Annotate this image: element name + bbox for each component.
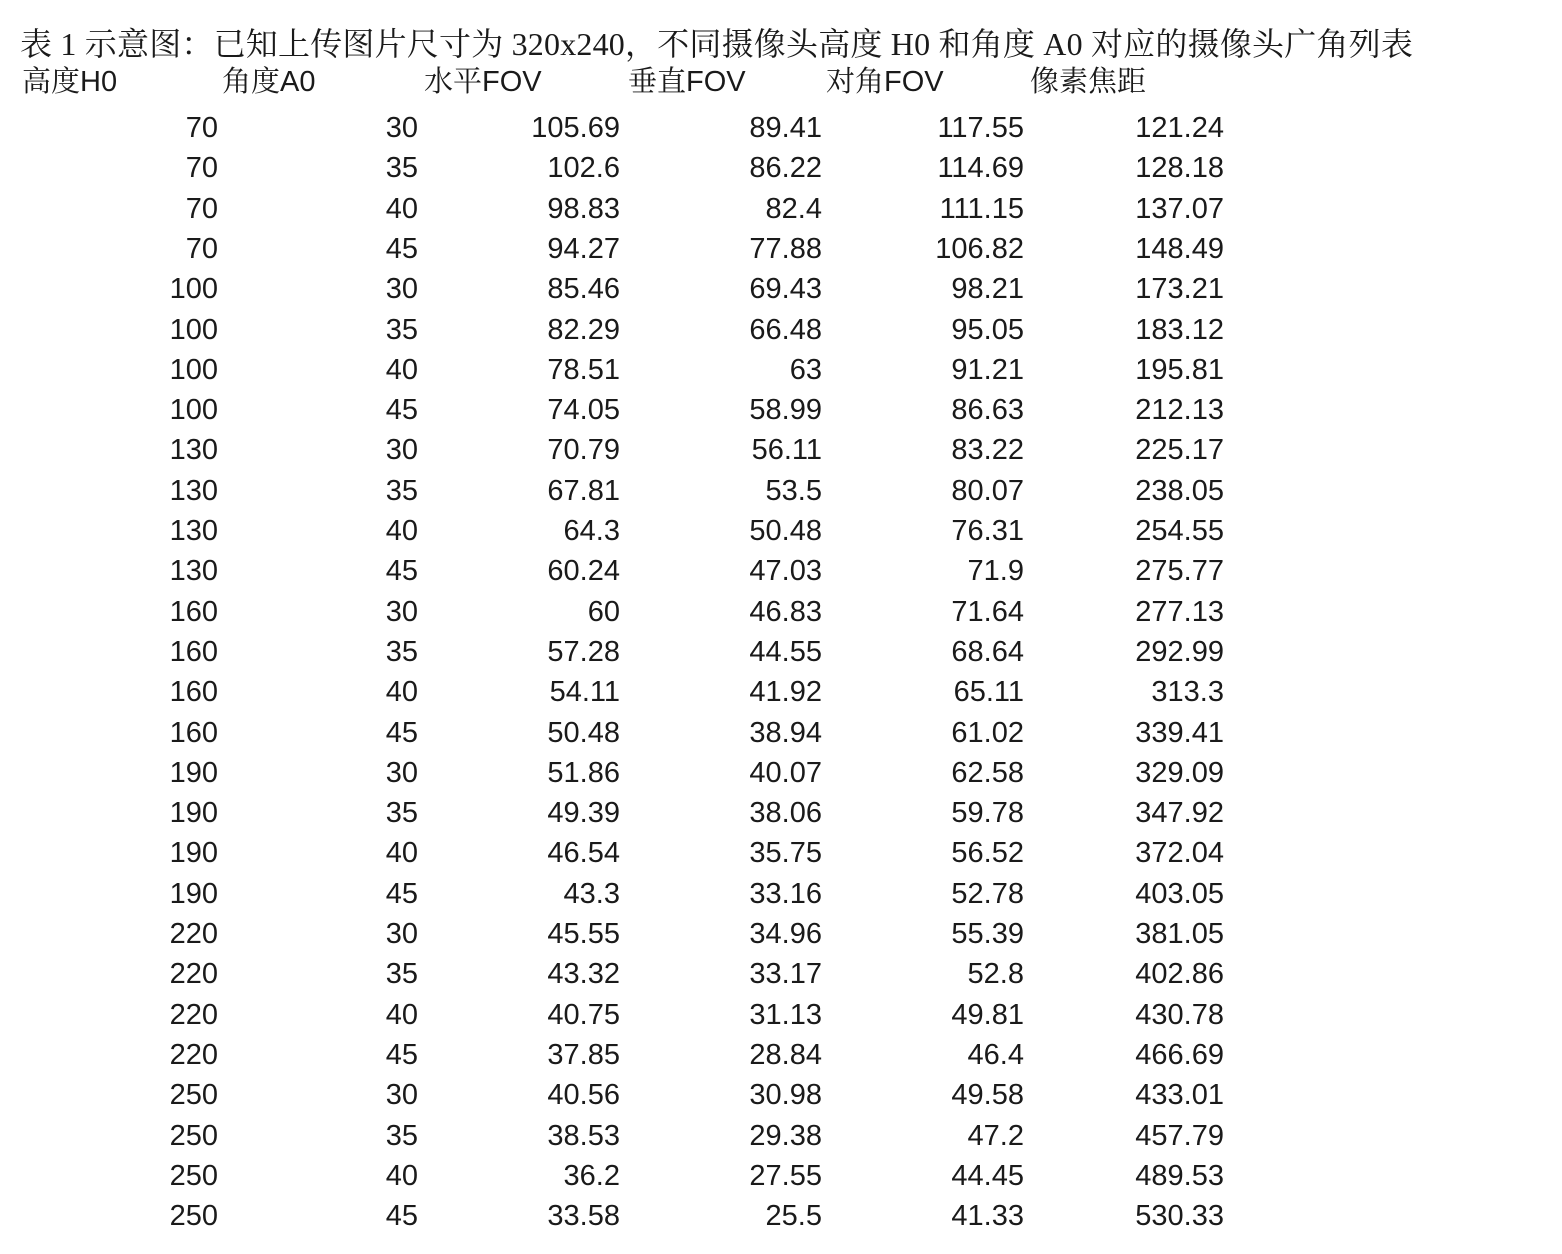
table-cell: 33.16 <box>749 877 822 910</box>
table-cell: 190 <box>169 797 218 830</box>
table-row <box>0 350 1300 390</box>
table-cell: 190 <box>169 837 218 870</box>
table-cell: 80.07 <box>951 474 1024 507</box>
table-cell: 78.51 <box>547 353 620 386</box>
table-cell: 40 <box>385 1159 418 1192</box>
header-height-h0: 高度H0 <box>22 66 118 98</box>
table-cell: 40 <box>385 998 418 1031</box>
table-cell: 403.05 <box>1135 877 1224 910</box>
table-cell: 220 <box>169 1038 218 1071</box>
table-row <box>0 672 1300 712</box>
table-cell: 43.3 <box>563 877 620 910</box>
table-cell: 49.58 <box>951 1079 1024 1112</box>
table-cell: 40 <box>385 676 418 709</box>
table-cell: 71.64 <box>951 595 1024 628</box>
table-cell: 52.78 <box>951 877 1024 910</box>
table-row <box>0 995 1300 1035</box>
table-cell: 37.85 <box>547 1038 620 1071</box>
table-row <box>0 471 1300 511</box>
table-cell: 130 <box>169 474 218 507</box>
table-cell: 40.75 <box>547 998 620 1031</box>
table-cell: 313.3 <box>1151 676 1224 709</box>
table-row <box>0 269 1300 309</box>
table-cell: 30 <box>385 595 418 628</box>
table-cell: 35 <box>385 1119 418 1152</box>
table-cell: 254.55 <box>1135 515 1224 547</box>
table-cell: 25.5 <box>765 1200 822 1233</box>
table-cell: 57.28 <box>547 635 620 668</box>
table-cell: 70 <box>185 152 218 185</box>
table-cell: 60 <box>587 595 620 628</box>
table-cell: 250 <box>169 1200 218 1233</box>
table-row <box>0 189 1300 229</box>
table-row <box>0 592 1300 632</box>
table-cell: 29.38 <box>749 1119 822 1152</box>
table-cell: 77.88 <box>749 232 822 265</box>
table-cell: 70 <box>185 232 218 265</box>
table-cell: 50.48 <box>749 515 822 547</box>
table-row <box>0 108 1300 148</box>
table-cell: 457.79 <box>1135 1119 1224 1152</box>
table-cell: 250 <box>169 1119 218 1152</box>
table-cell: 86.63 <box>951 394 1024 427</box>
table-cell: 130 <box>169 434 218 467</box>
table-cell: 35.75 <box>749 837 822 870</box>
table-cell: 53.5 <box>765 474 822 507</box>
table-cell: 62.58 <box>951 756 1024 789</box>
table-cell: 70.79 <box>547 434 620 467</box>
table-cell: 66.48 <box>749 313 822 346</box>
table-cell: 70 <box>185 112 218 144</box>
table-cell: 44.45 <box>951 1159 1024 1192</box>
table-cell: 45 <box>385 1038 418 1071</box>
table-cell: 40 <box>385 192 418 225</box>
table-cell: 85.46 <box>547 273 620 306</box>
table-cell: 40 <box>385 353 418 386</box>
table-cell: 105.69 <box>531 112 620 144</box>
table-cell: 30.98 <box>749 1079 822 1112</box>
table-cell: 183.12 <box>1135 313 1224 346</box>
table-row <box>0 632 1300 672</box>
table-cell: 40.56 <box>547 1079 620 1112</box>
table-cell: 35 <box>385 152 418 185</box>
table-cell: 128.18 <box>1135 152 1224 185</box>
table-cell: 121.24 <box>1135 112 1224 144</box>
table-cell: 30 <box>385 112 418 144</box>
table-cell: 45 <box>385 877 418 910</box>
table-row <box>0 511 1300 551</box>
table-cell: 52.8 <box>967 958 1024 991</box>
table-cell: 70 <box>185 192 218 225</box>
table-cell: 100 <box>169 273 218 306</box>
table-cell: 130 <box>169 515 218 547</box>
table-cell: 56.52 <box>951 837 1024 870</box>
table-cell: 35 <box>385 313 418 346</box>
table-cell: 100 <box>169 353 218 386</box>
table-cell: 160 <box>169 595 218 628</box>
table-cell: 61.02 <box>951 716 1024 749</box>
table-cell: 220 <box>169 918 218 950</box>
table-cell: 100 <box>169 394 218 427</box>
table-cell: 74.05 <box>547 394 620 427</box>
table-cell: 30 <box>385 273 418 306</box>
table-cell: 45 <box>385 1200 418 1233</box>
table-caption: 表 1 示意图：已知上传图片尺寸为 320x240，不同摄像头高度 H0 和角度 A0 对应的摄像头广角列表 <box>20 26 1414 62</box>
table-row <box>0 1116 1300 1156</box>
table-cell: 372.04 <box>1135 837 1224 870</box>
table-cell: 65.11 <box>953 676 1024 709</box>
table-cell: 86.22 <box>749 152 822 185</box>
table-cell: 130 <box>169 555 218 588</box>
table-cell: 56.11 <box>751 434 822 467</box>
table-cell: 68.64 <box>951 635 1024 668</box>
table-row <box>0 914 1300 954</box>
table-cell: 54.11 <box>549 676 620 709</box>
table-cell: 102.6 <box>547 152 620 185</box>
table-cell: 160 <box>169 635 218 668</box>
table-cell: 64.3 <box>563 515 620 547</box>
table-cell: 30 <box>385 1079 418 1112</box>
table-cell: 34.96 <box>749 918 822 950</box>
table-cell: 38.94 <box>749 716 822 749</box>
table-cell: 51.86 <box>547 756 620 789</box>
table-cell: 347.92 <box>1135 797 1224 830</box>
table-row <box>0 229 1300 269</box>
table-cell: 59.78 <box>951 797 1024 830</box>
table-cell: 47.03 <box>749 555 822 588</box>
table-cell: 190 <box>169 877 218 910</box>
table-row <box>0 390 1300 430</box>
table-cell: 292.99 <box>1135 635 1224 668</box>
table-cell: 30 <box>385 434 418 467</box>
table-cell: 173.21 <box>1135 273 1224 306</box>
header-angle-a0: 角度A0 <box>222 66 316 98</box>
table-cell: 45 <box>385 555 418 588</box>
table-cell: 275.77 <box>1135 555 1224 588</box>
table-cell: 35 <box>385 474 418 507</box>
table-cell: 35 <box>385 635 418 668</box>
table-cell: 69.43 <box>749 273 822 306</box>
table-cell: 63 <box>789 353 822 386</box>
table-cell: 31.13 <box>749 998 822 1031</box>
table-cell: 41.33 <box>951 1200 1024 1233</box>
table-cell: 27.55 <box>749 1159 822 1192</box>
table-cell: 160 <box>169 676 218 709</box>
table-cell: 44.55 <box>749 635 822 668</box>
table-cell: 106.82 <box>935 232 1024 265</box>
table-cell: 95.05 <box>951 313 1024 346</box>
table-row <box>0 551 1300 591</box>
table-cell: 46.83 <box>749 595 822 628</box>
table-cell: 381.05 <box>1135 918 1224 950</box>
table-cell: 33.17 <box>749 958 822 991</box>
table-cell: 220 <box>169 998 218 1031</box>
table-row <box>0 1035 1300 1075</box>
table-cell: 137.07 <box>1135 192 1224 225</box>
table-cell: 190 <box>169 756 218 789</box>
table-cell: 430.78 <box>1135 998 1224 1031</box>
table-cell: 82.4 <box>765 192 822 225</box>
table-cell: 41.92 <box>749 676 822 709</box>
table-cell: 38.06 <box>749 797 822 830</box>
table-cell: 30 <box>385 918 418 950</box>
table-row <box>0 954 1300 994</box>
table-row <box>0 713 1300 753</box>
table-cell: 33.58 <box>547 1200 620 1233</box>
table-row <box>0 1196 1300 1236</box>
table-cell: 530.33 <box>1135 1200 1224 1233</box>
table-cell: 50.48 <box>547 716 620 749</box>
table-cell: 45 <box>385 232 418 265</box>
table-cell: 45 <box>385 394 418 427</box>
table-cell: 45 <box>385 716 418 749</box>
table-cell: 55.39 <box>951 918 1024 950</box>
table-cell: 28.84 <box>749 1038 822 1071</box>
header-horizontal-fov: 水平FOV <box>424 66 542 98</box>
table-row <box>0 1156 1300 1196</box>
table-cell: 489.53 <box>1135 1159 1224 1192</box>
table-cell: 329.09 <box>1135 756 1224 789</box>
table-row <box>0 833 1300 873</box>
table-cell: 49.81 <box>951 998 1024 1031</box>
table-cell: 40 <box>385 837 418 870</box>
table-cell: 100 <box>169 313 218 346</box>
table-cell: 195.81 <box>1135 353 1224 386</box>
table-cell: 117.55 <box>937 112 1024 144</box>
table-cell: 71.9 <box>967 555 1024 588</box>
table-cell: 238.05 <box>1135 474 1224 507</box>
table-cell: 43.32 <box>547 958 620 991</box>
table-cell: 91.21 <box>951 353 1024 386</box>
table-cell: 111.15 <box>939 192 1024 225</box>
table-cell: 46.54 <box>547 837 620 870</box>
table-cell: 82.29 <box>547 313 620 346</box>
table-cell: 339.41 <box>1135 716 1224 749</box>
table-cell: 212.13 <box>1135 394 1224 427</box>
table-cell: 160 <box>169 716 218 749</box>
table-cell: 148.49 <box>1135 232 1224 265</box>
table-row <box>0 753 1300 793</box>
table-cell: 433.01 <box>1135 1079 1224 1112</box>
table-cell: 76.31 <box>951 515 1024 547</box>
table-cell: 277.13 <box>1135 595 1224 628</box>
table-cell: 60.24 <box>547 555 620 588</box>
table-cell: 250 <box>169 1159 218 1192</box>
header-pixel-focal-length: 像素焦距 <box>1030 66 1147 98</box>
table-row <box>0 430 1300 470</box>
table-cell: 94.27 <box>547 232 620 265</box>
table-cell: 402.86 <box>1135 958 1224 991</box>
table-cell: 114.69 <box>937 152 1024 185</box>
table-cell: 98.21 <box>951 273 1024 306</box>
table-row <box>0 1075 1300 1115</box>
table-cell: 36.2 <box>563 1159 620 1192</box>
table-cell: 49.39 <box>547 797 620 830</box>
table-cell: 46.4 <box>967 1038 1024 1071</box>
table-row <box>0 310 1300 350</box>
header-diagonal-fov: 对角FOV <box>826 66 944 98</box>
table-cell: 47.2 <box>967 1119 1024 1152</box>
table-row <box>0 148 1300 188</box>
table-cell: 35 <box>385 797 418 830</box>
table-cell: 220 <box>169 958 218 991</box>
table-cell: 58.99 <box>749 394 822 427</box>
table-cell: 30 <box>385 756 418 789</box>
table-row <box>0 874 1300 914</box>
header-vertical-fov: 垂直FOV <box>628 66 746 98</box>
table-cell: 98.83 <box>547 192 620 225</box>
table-cell: 40.07 <box>749 756 822 789</box>
table-cell: 83.22 <box>951 434 1024 467</box>
table-cell: 225.17 <box>1135 434 1224 467</box>
table-cell: 466.69 <box>1135 1038 1224 1071</box>
table-cell: 40 <box>385 515 418 547</box>
table-cell: 45.55 <box>547 918 620 950</box>
table-row <box>0 793 1300 833</box>
table-cell: 250 <box>169 1079 218 1112</box>
table-cell: 35 <box>385 958 418 991</box>
table-cell: 38.53 <box>547 1119 620 1152</box>
table-cell: 89.41 <box>749 112 822 144</box>
table-cell: 67.81 <box>547 474 620 507</box>
